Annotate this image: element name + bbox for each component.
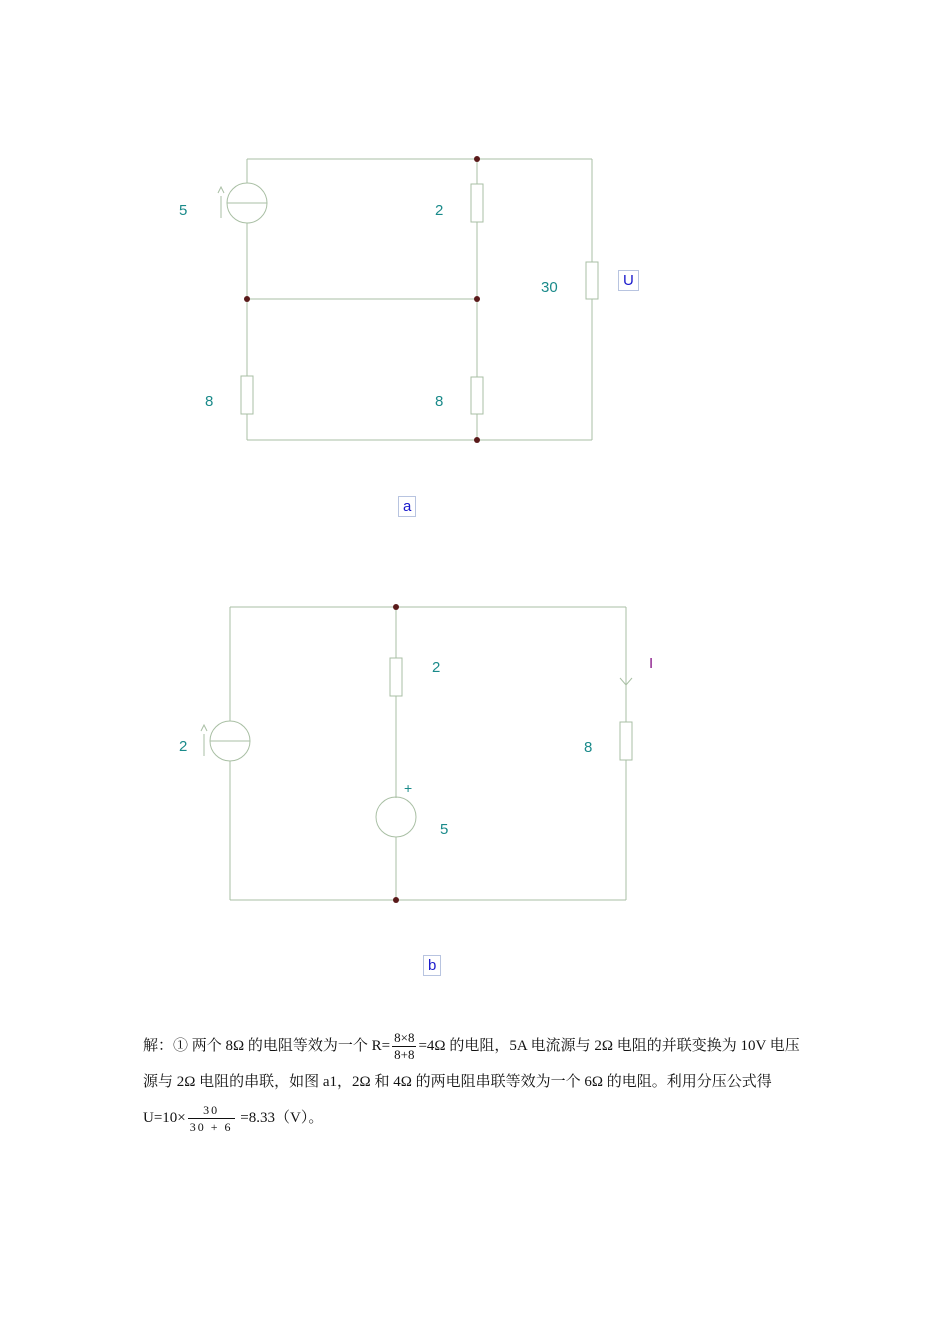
node-a-bottom xyxy=(474,437,480,443)
label-a-r8-left: 8 xyxy=(205,393,214,410)
label-b-r2: 2 xyxy=(432,659,441,676)
current-source-a xyxy=(218,183,267,223)
solution-text-2: =4Ω 的电阻，5A 电流源与 2Ω 电阻的并联变换为 10V 电压源与 2Ω 电阻的串联，如图 a1，2Ω 和 4Ω 的两电阻串联等效为一个 6Ω 的电阻。利用分压公式得 U=10× xyxy=(143,1038,800,1126)
solution-paragraph xyxy=(143,1028,813,1136)
fraction-divider xyxy=(188,1102,235,1135)
fraction-r-denominator: 8+8 xyxy=(394,1047,415,1063)
node-a-left-mid xyxy=(244,296,250,302)
voltage-source-b xyxy=(376,797,416,837)
label-a-voltage-u: U xyxy=(618,270,639,291)
resistor-b-8 xyxy=(620,722,632,760)
label-b-r8: 8 xyxy=(584,739,593,756)
solution-text-3: =8.33（V）。 xyxy=(236,1110,324,1126)
resistor-b-2 xyxy=(390,658,402,696)
node-b-top xyxy=(393,604,399,610)
caption-a: a xyxy=(398,496,416,517)
label-a-r30: 30 xyxy=(541,279,558,296)
diagram-a-wires xyxy=(247,159,592,440)
label-a-r8-mid: 8 xyxy=(435,393,444,410)
resistor-a-8-mid xyxy=(471,377,483,414)
caption-b: b xyxy=(423,955,441,976)
label-b-voltage-5: 5 xyxy=(440,821,449,838)
node-b-bottom xyxy=(393,897,399,903)
fraction-r xyxy=(392,1030,416,1063)
fraction-r-numerator: 8×8 xyxy=(394,1030,415,1046)
label-b-current-i: I xyxy=(649,655,654,672)
node-a-mid xyxy=(474,296,480,302)
label-a-r2: 2 xyxy=(435,202,444,219)
resistor-a-8-left xyxy=(241,376,253,414)
resistor-a-30 xyxy=(586,262,598,299)
node-a-top xyxy=(474,156,480,162)
resistor-a-2 xyxy=(471,184,483,222)
solution-text-1: 解：① 两个 8Ω 的电阻等效为一个 R= xyxy=(143,1038,391,1054)
label-a-source: 5 xyxy=(179,202,188,219)
label-b-plus: + xyxy=(404,780,413,796)
current-source-b xyxy=(201,721,250,761)
label-b-source: 2 xyxy=(179,738,188,755)
fraction-divider-denominator: 30 + 6 xyxy=(189,1120,233,1135)
fraction-divider-numerator: 30 xyxy=(188,1102,235,1119)
diagram-b-wires xyxy=(230,607,626,900)
